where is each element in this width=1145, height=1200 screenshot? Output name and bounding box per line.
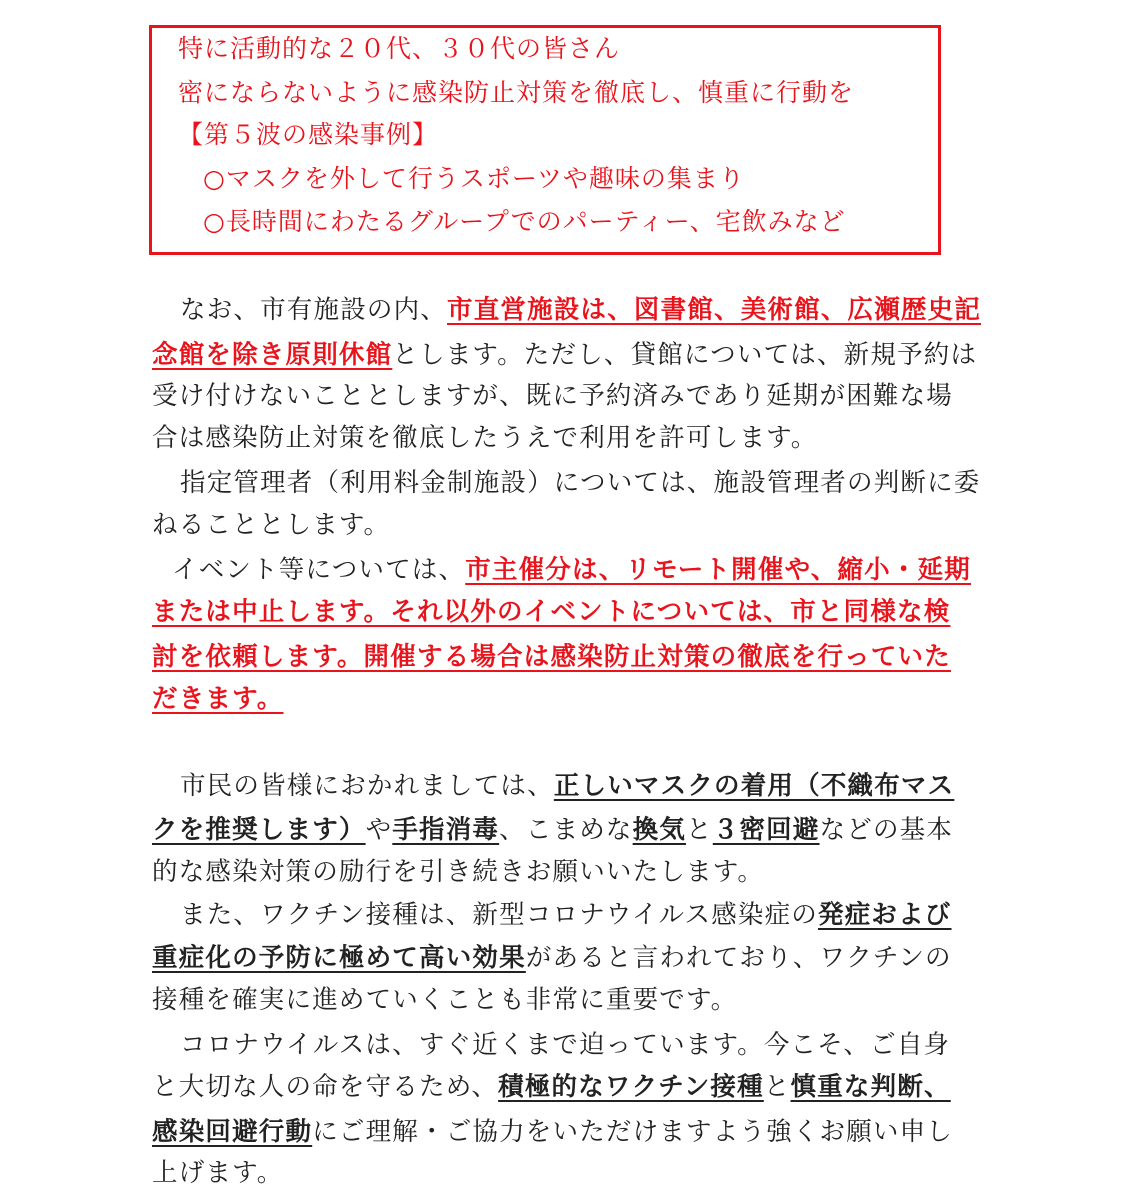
events-emphasis: または中止します。それ以外のイベントについては、市と同様な検 xyxy=(152,597,951,627)
closing-line-1: コロナウイルスは、すぐ近くまで迫っています。今こそ、ご自身 xyxy=(180,1030,951,1060)
facilities-text: とします。ただし、貸館については、新規予約は xyxy=(392,340,978,370)
events-line-2 xyxy=(152,596,950,628)
closing-text: にご理解・ご協力をいただけますよう強くお願い申し xyxy=(312,1117,954,1147)
citizens-text: 、こまめな xyxy=(499,815,633,845)
closing-line-2 xyxy=(152,1071,951,1103)
citizens-emphasis: クを推奨します） xyxy=(152,815,366,845)
events-text: イベント等については、 xyxy=(172,555,466,585)
managers-line-2: ねることとします。 xyxy=(152,510,391,540)
notice-example-2: ○長時間にわたるグループでのパーティー、宅飲みなど xyxy=(203,207,846,236)
notice-line-2: 密にならないように感染防止対策を徹底し、慎重に行動を xyxy=(178,78,855,107)
vaccine-line-1 xyxy=(152,899,952,931)
closing-line-4: 上げます。 xyxy=(152,1158,284,1188)
closing-emphasis: 慎重な判断、 xyxy=(790,1072,951,1102)
citizens-text: や xyxy=(365,815,393,845)
facilities-text: なお、市有施設の内、 xyxy=(180,295,448,325)
vaccine-line-3: 接種を確実に進めていくことも非常に重要です。 xyxy=(152,985,738,1015)
facilities-emphasis: 念館を除き原則休館 xyxy=(152,340,393,370)
closing-emphasis: 感染回避行動 xyxy=(152,1117,313,1147)
citizens-emphasis: 換気 xyxy=(632,815,687,845)
citizens-text: と xyxy=(686,815,713,845)
managers-line-1: 指定管理者（利用料金制施設）については、施設管理者の判断に委 xyxy=(180,468,981,498)
citizens-text: 市民の皆様におかれましては、 xyxy=(180,771,554,801)
vaccine-line-2 xyxy=(152,942,952,974)
closing-text: と大切な人の命を守るため、 xyxy=(152,1072,499,1102)
notice-line-1: 特に活動的な２０代、３０代の皆さん xyxy=(178,34,621,63)
citizens-text: などの基本 xyxy=(819,815,954,845)
events-line-3 xyxy=(152,641,951,673)
vaccine-text: があると言われており、ワクチンの xyxy=(525,943,952,973)
citizens-emphasis: ３密回避 xyxy=(712,815,820,845)
vaccine-emphasis: 重症化の予防に極めて高い効果 xyxy=(152,943,526,973)
citizens-emphasis: 手指消毒 xyxy=(392,815,500,845)
closing-emphasis: 積極的なワクチン接種 xyxy=(498,1072,764,1102)
facilities-emphasis: 市直営施設は、図書館、美術館、広瀬歴史記 xyxy=(447,295,982,325)
events-line-1 xyxy=(152,554,971,586)
closing-text: と xyxy=(763,1072,791,1102)
facilities-line-1 xyxy=(152,294,981,326)
vaccine-emphasis: 発症および xyxy=(818,900,952,930)
citizens-line-1 xyxy=(152,770,954,802)
citizens-emphasis: 正しいマスクの着用（不織布マス xyxy=(553,771,955,801)
notice-example-1: ○マスクを外して行うスポーツや趣味の集まり xyxy=(203,164,745,193)
closing-line-3 xyxy=(152,1116,953,1148)
facilities-line-2 xyxy=(152,339,977,371)
notice-heading: 【第５波の感染事例】 xyxy=(178,120,439,149)
facilities-line-4: 合は感染防止対策を徹底したうえで利用を許可します。 xyxy=(152,423,818,453)
events-emphasis: だきます。 xyxy=(152,684,284,714)
citizens-line-3: 的な感染対策の励行を引き続きお願いいたします。 xyxy=(152,857,765,887)
citizens-line-2 xyxy=(152,814,953,846)
vaccine-text: また、ワクチン接種は、新型コロナウイルス感染症の xyxy=(180,900,818,930)
events-line-4 xyxy=(152,683,283,715)
events-emphasis: 討を依頼します。開催する場合は感染防止対策の徹底を行っていた xyxy=(152,642,951,672)
facilities-line-3: 受け付けないこととしますが、既に予約済みであり延期が困難な場 xyxy=(152,381,954,411)
events-emphasis: 市主催分は、リモート開催や、縮小・延期 xyxy=(465,555,971,585)
